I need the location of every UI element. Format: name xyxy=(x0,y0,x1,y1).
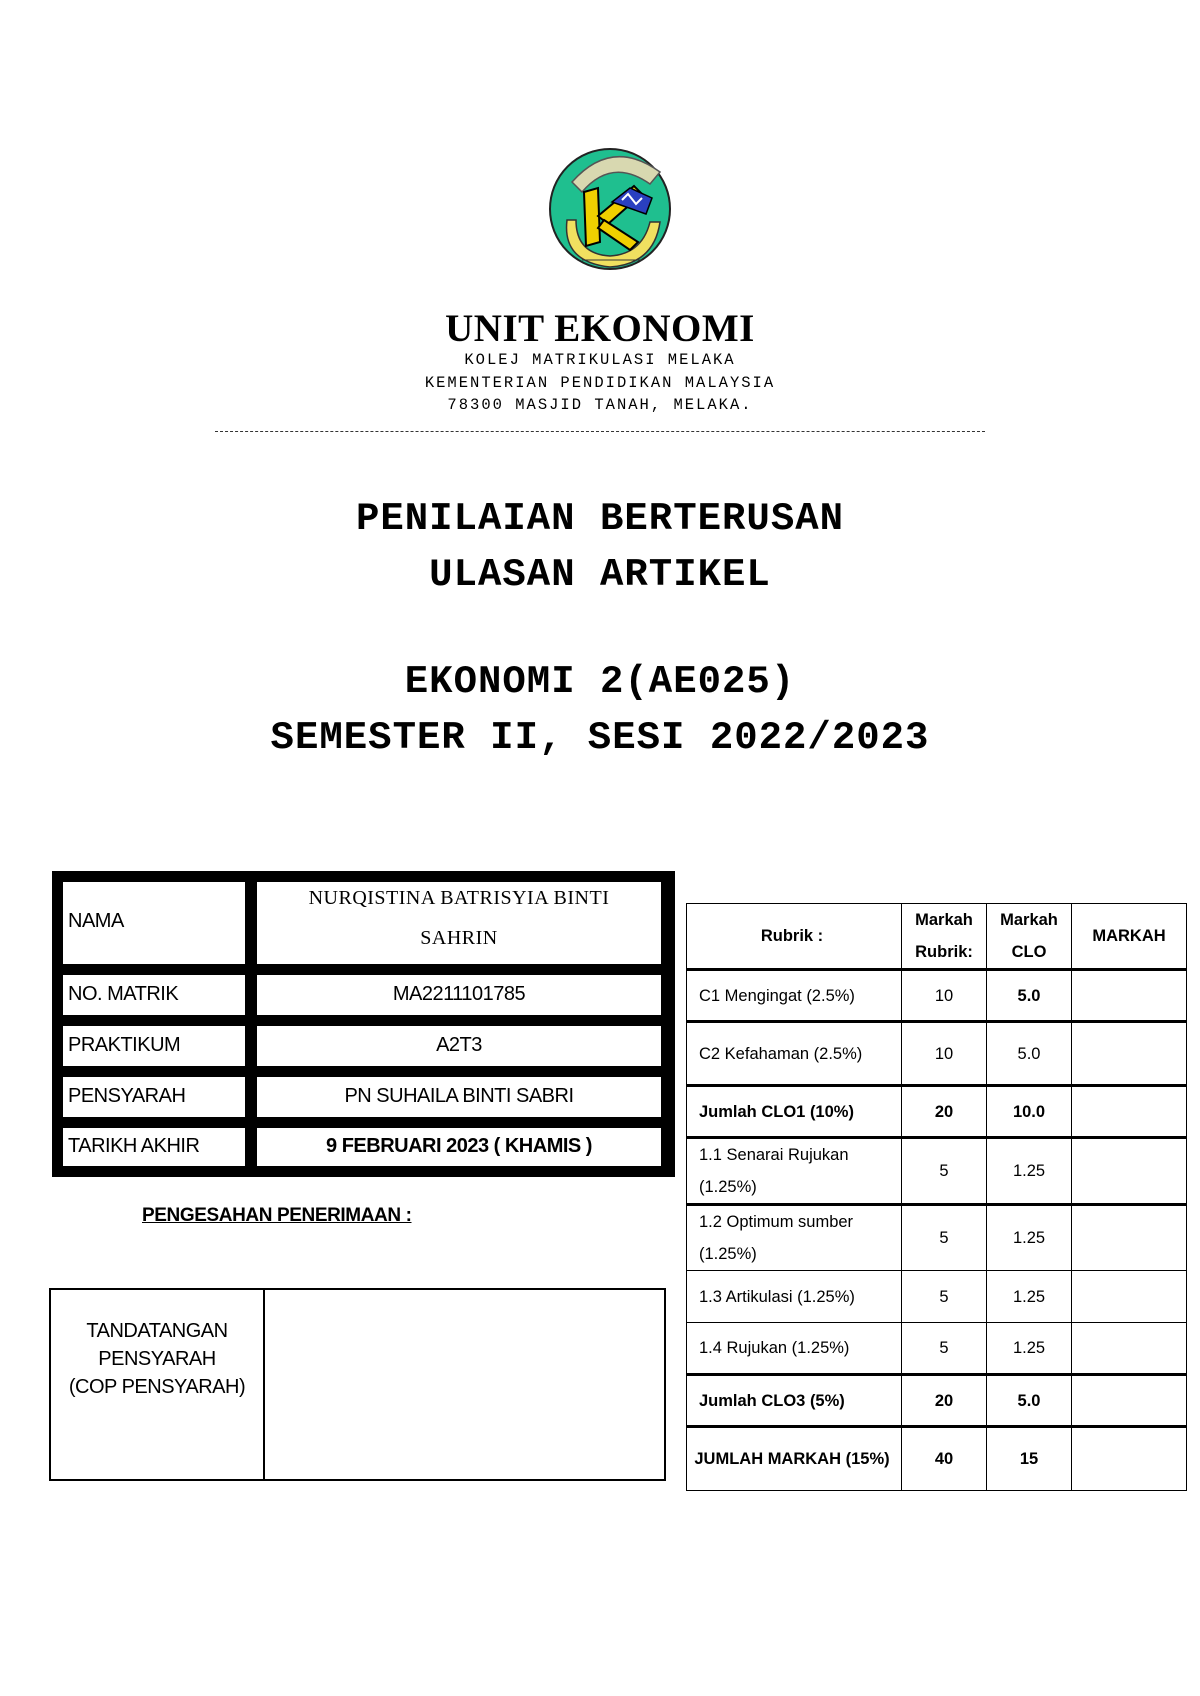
rubric-table xyxy=(686,903,1187,1491)
signature-divider xyxy=(263,1290,265,1479)
clo-score: 15 xyxy=(987,1427,1072,1491)
rubric-label: 1.3 Artikulasi (1.25%) xyxy=(687,1271,902,1323)
signature-label-line2: PENSYARAH xyxy=(98,1348,216,1370)
rubric-header: Rubrik : xyxy=(687,904,902,970)
rubric-label: Jumlah CLO1 (10%) xyxy=(687,1086,902,1138)
rubric-score: 20 xyxy=(902,1086,987,1138)
unit-title: UNIT EKONOMI xyxy=(445,307,755,350)
due-date-label: TARIKH AKHIR xyxy=(68,1135,200,1157)
markah-cell[interactable] xyxy=(1072,970,1187,1022)
clo-score: 1.25 xyxy=(987,1271,1072,1323)
markah-cell[interactable] xyxy=(1072,1271,1187,1323)
clo-score: 5.0 xyxy=(987,1022,1072,1086)
due-date-value: 9 FEBRUARI 2023 ( KHAMIS ) xyxy=(326,1135,592,1157)
rubric-header-row xyxy=(687,904,1187,970)
practicum-value-cell xyxy=(257,1026,661,1066)
markah-cell[interactable] xyxy=(1072,1323,1187,1375)
rubric-label: JUMLAH MARKAH (15%) xyxy=(687,1427,902,1491)
rubric-row xyxy=(687,1271,1187,1323)
rubric-total-row xyxy=(687,1086,1187,1138)
markah-cell[interactable] xyxy=(1072,1022,1187,1086)
approval-heading: PENGESAHAN PENERIMAAN : xyxy=(142,1205,412,1226)
name-value-line2: SAHRIN xyxy=(420,927,498,949)
lecturer-label: PENSYARAH xyxy=(68,1085,186,1107)
clo-score: 10.0 xyxy=(987,1086,1072,1138)
rubric-row xyxy=(687,1022,1187,1086)
college-name: KOLEJ MATRIKULASI MELAKA xyxy=(464,351,736,369)
rubric-grand-total-row xyxy=(687,1427,1187,1491)
due-value-cell xyxy=(257,1128,661,1166)
rubric-score: 10 xyxy=(902,970,987,1022)
name-value-cell xyxy=(257,882,661,964)
signature-label-line3: (COP PENSYARAH) xyxy=(68,1376,246,1398)
markah-header: MARKAH xyxy=(1072,904,1187,970)
matric-label-cell xyxy=(63,975,245,1015)
rubric-label: 1.4 Rujukan (1.25%) xyxy=(687,1323,902,1375)
clo-score: 1.25 xyxy=(987,1138,1072,1205)
rubric-score: 40 xyxy=(902,1427,987,1491)
name-value-line1: NURQISTINA BATRISYIA BINTI xyxy=(308,887,610,909)
matric-value: MA2211101785 xyxy=(392,983,526,1005)
rubric-label: Jumlah CLO3 (5%) xyxy=(687,1375,902,1427)
name-label: NAMA xyxy=(68,910,124,932)
header-divider xyxy=(215,431,985,432)
markah-cell[interactable] xyxy=(1072,1375,1187,1427)
markah-cell[interactable] xyxy=(1072,1205,1187,1271)
clo-score: 5.0 xyxy=(987,1375,1072,1427)
rubric-row xyxy=(687,1138,1187,1205)
rubric-score: 5 xyxy=(902,1323,987,1375)
clo-score: 1.25 xyxy=(987,1323,1072,1375)
address: 78300 MASJID TANAH, MELAKA. xyxy=(447,396,753,414)
rubric-score: 20 xyxy=(902,1375,987,1427)
rubric-score: 5 xyxy=(902,1138,987,1205)
practicum-value: A2T3 xyxy=(436,1034,482,1056)
matric-label: NO. MATRIK xyxy=(68,983,179,1005)
rubric-label: 1.2 Optimum sumber (1.25%) xyxy=(687,1205,902,1271)
name-label-cell xyxy=(63,882,245,964)
lecturer-label-cell xyxy=(63,1077,245,1117)
signature-box xyxy=(49,1288,666,1481)
rubric-label: C1 Mengingat (2.5%) xyxy=(687,970,902,1022)
practicum-label: PRAKTIKUM xyxy=(68,1034,181,1056)
rubric-row xyxy=(687,970,1187,1022)
practicum-label-cell xyxy=(63,1026,245,1066)
markah-cell[interactable] xyxy=(1072,1138,1187,1205)
kmm-logo xyxy=(542,142,682,272)
rubric-row xyxy=(687,1323,1187,1375)
rubric-score-header: Markah Rubrik: xyxy=(902,904,987,970)
due-label-cell xyxy=(63,1128,245,1166)
rubric-score: 5 xyxy=(902,1271,987,1323)
clo-score: 1.25 xyxy=(987,1205,1072,1271)
rubric-row xyxy=(687,1205,1187,1271)
lecturer-value-cell xyxy=(257,1077,661,1117)
clo-score: 5.0 xyxy=(987,970,1072,1022)
rubric-score: 5 xyxy=(902,1205,987,1271)
signature-label xyxy=(51,1317,263,1401)
clo-score-header: Markah CLO xyxy=(987,904,1072,970)
matric-value-cell xyxy=(257,975,661,1015)
lecturer-value: PN SUHAILA BINTI SABRI xyxy=(344,1085,574,1107)
student-info-table xyxy=(52,871,675,1177)
rubric-label: 1.1 Senarai Rujukan (1.25%) xyxy=(687,1138,902,1205)
signature-label-line1: TANDATANGAN xyxy=(86,1320,228,1342)
course-code: EKONOMI 2(AE025) xyxy=(404,660,796,704)
rubric-score: 10 xyxy=(902,1022,987,1086)
rubric-total-row xyxy=(687,1375,1187,1427)
assessment-subtitle: ULASAN ARTIKEL xyxy=(429,553,771,597)
semester-session: SEMESTER II, SESI 2022/2023 xyxy=(270,716,930,760)
markah-cell[interactable] xyxy=(1072,1427,1187,1491)
markah-cell[interactable] xyxy=(1072,1086,1187,1138)
rubric-label: C2 Kefahaman (2.5%) xyxy=(687,1022,902,1086)
assessment-title: PENILAIAN BERTERUSAN xyxy=(355,497,845,541)
ministry-name: KEMENTERIAN PENDIDIKAN MALAYSIA xyxy=(424,374,776,392)
